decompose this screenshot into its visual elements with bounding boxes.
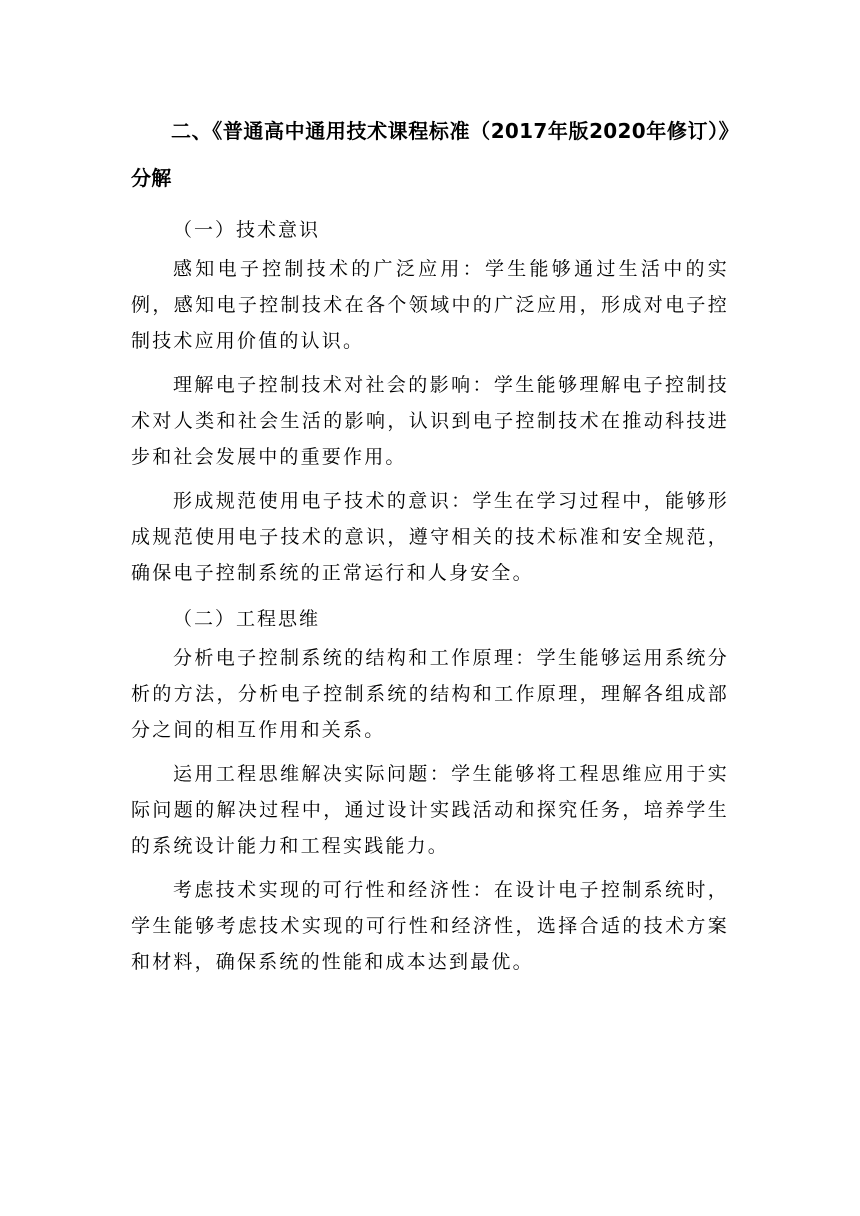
paragraph: 运用工程思维解决实际问题：学生能够将工程思维应用于实际问题的解决过程中，通过设计实践活动和探究任务，培养学生的系统设计能力和工程实践能力。 [131, 763, 729, 857]
paragraph: 理解电子控制技术对社会的影响：学生能够理解电子控制技术对人类和社会生活的影响，认识到电子控制技术在推动科技进步和社会发展中的重要作用。 [131, 374, 729, 468]
section-technical-awareness [131, 215, 729, 591]
paragraph: 形成规范使用电子技术的意识：学生在学习过程中，能够形成规范使用电子技术的意识，遵守相关的技术标准和安全规范，确保电子控制系统的正常运行和人身安全。 [131, 490, 729, 584]
document-title: 二、《普通高中通用技术课程标准（2017年版2020年修订）》分解 [131, 119, 729, 190]
section-heading: （一）技术意识 [173, 219, 321, 241]
paragraph: 考虑技术实现的可行性和经济性：在设计电子控制系统时，学生能够考虑技术实现的可行性和经济性，选择合适的技术方案和材料，确保系统的性能和成本达到最优。 [131, 879, 729, 973]
section-heading: （二）工程思维 [173, 608, 321, 630]
section-engineering-thinking [131, 604, 729, 980]
document-body [131, 108, 729, 988]
paragraph: 感知电子控制技术的广泛应用：学生能够通过生活中的实例，感知电子控制技术在各个领域中的广泛应用，形成对电子控制技术应用价值的认识。 [131, 258, 729, 352]
paragraph: 分析电子控制系统的结构和工作原理：学生能够运用系统分析的方法，分析电子控制系统的结构和工作原理，理解各组成部分之间的相互作用和关系。 [131, 647, 729, 741]
